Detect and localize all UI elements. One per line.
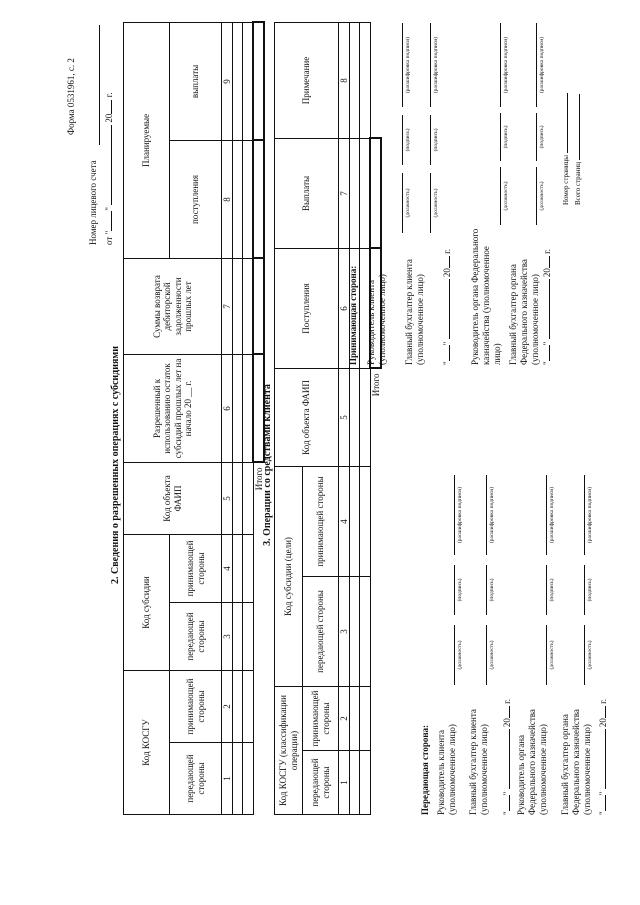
caption: (расшифровка подписи) [489, 486, 495, 544]
s2-kosgu-header: Код КОСГУ [124, 671, 170, 815]
caption: (должность) [489, 640, 495, 670]
caption: (должность) [549, 640, 555, 670]
s2-col-num: 3 [222, 603, 233, 671]
sender-fk-head-label: Руководитель органа Федерального казначейства (уполномоченное лицо) [516, 709, 548, 815]
caption: (подпись) [489, 578, 495, 602]
s2-kosgu-sender: передающей стороны [170, 743, 222, 815]
s3-income-header: Поступления [275, 248, 339, 368]
sender-accountant-label: Главный бухгалтер клиента (уполномоченное лицо) [468, 709, 489, 815]
caption: (должность) [539, 181, 545, 211]
receiver-fk-accountant-label: Главный бухгалтер органа Федерального казначейства (уполномоченное лицо) [508, 259, 540, 365]
sender-title: Передающая сторона: [420, 724, 430, 815]
s2-col-num: 9 [222, 22, 233, 140]
s2-empty-row [233, 22, 243, 814]
total-pages-label: Всего страниц [574, 94, 582, 205]
s3-col-num: 2 [339, 687, 350, 751]
caption: (должность) [503, 181, 509, 211]
caption: (расшифровка подписи) [503, 36, 509, 94]
receiver-fk-date: "" 20 г. [542, 248, 552, 365]
s3-col-num: 7 [339, 138, 350, 248]
s3-faip-header: Код объекта ФАИП [275, 368, 339, 466]
s2-faip-header: Код объекта ФАИП [124, 462, 222, 534]
sender-date: "" 20 г. [502, 698, 512, 815]
s3-col-num: 1 [339, 751, 350, 815]
page-number-label: Номер страницы [562, 93, 570, 205]
receiver-head-label: Руководитель клиента (уполномоченное лицо) [366, 274, 387, 365]
s2-payments-header: выплаты [170, 22, 222, 140]
s2-col-num: 6 [222, 354, 233, 462]
s3-col-num: 8 [339, 22, 350, 138]
account-line [99, 25, 100, 145]
s3-payments-header: Выплаты [275, 138, 339, 248]
s3-kosgu-header: Код КОСГУ (классификации операции) [275, 687, 303, 815]
s3-col-num: 5 [339, 368, 350, 466]
receiver-date: "" 20 г. [442, 248, 452, 365]
account-date: от "" 20 г. [104, 92, 114, 245]
caption: (расшифровка подписи) [539, 36, 545, 94]
section2-title: 2. Сведения о разрешенных операциях с субсидиями [110, 346, 121, 584]
s3-subsidy-header: Код субсидии (цели) [275, 466, 303, 686]
s3-col-num: 3 [339, 577, 350, 687]
caption: (расшифровка подписи) [587, 486, 593, 544]
caption: (расшифровка подписи) [433, 36, 439, 94]
caption: (должность) [405, 188, 411, 218]
s3-kosgu-receiver: принимающей стороны [303, 687, 339, 751]
s2-subsidy-header: Код субсидии [124, 534, 170, 670]
caption: (подпись) [433, 128, 439, 152]
s3-total-label: Итого [370, 373, 381, 397]
caption: (подпись) [405, 128, 411, 152]
s2-total-label: Итого [253, 467, 264, 491]
s3-subsidy-sender: передающей стороны [303, 577, 339, 687]
s2-subsidy-receiver: принимающей стороны [170, 534, 222, 602]
receiver-fk-head-label: Руководитель органа Федерального казначейства (уполномоченное лицо) [470, 228, 502, 365]
caption: (расшифровка подписи) [405, 36, 411, 94]
s2-income-header: поступления [170, 140, 222, 258]
s2-kosgu-receiver: принимающей стороны [170, 671, 222, 743]
caption: (должность) [457, 640, 463, 670]
caption: (подпись) [539, 125, 545, 149]
caption: (подпись) [457, 578, 463, 602]
s2-empty-row [243, 22, 254, 814]
s2-col-num: 4 [222, 534, 233, 602]
s3-col-num: 6 [339, 248, 350, 368]
s3-subsidy-receiver: принимающей стороны [303, 466, 339, 576]
s3-note-header: Примечание [275, 22, 339, 138]
section3-table [274, 22, 382, 815]
section3-title: 3. Операции со средствами клиента [262, 384, 273, 546]
s3-empty-row [350, 22, 360, 814]
caption: (расшифровка подписи) [457, 486, 463, 544]
s2-col-num: 8 [222, 140, 233, 258]
s3-empty-row [360, 22, 371, 814]
section2-table [123, 21, 265, 815]
receiver-accountant-label: Главный бухгалтер клиента (уполномоченное лицо) [404, 259, 425, 365]
s3-kosgu-sender: передающей стороны [303, 751, 339, 815]
s3-col-num: 4 [339, 466, 350, 576]
caption: (подпись) [503, 125, 509, 149]
s2-col-num: 7 [222, 258, 233, 354]
sender-head-label: Руководитель клиента (уполномоченное лицо) [436, 724, 457, 815]
s3-total-row [370, 22, 381, 814]
account-label: Номер лицевого счета [88, 160, 98, 245]
s2-allowed-header: Разрешенный к использованию остаток субсидий прошлых лет на начало 20 __ г. [124, 354, 222, 462]
sender-fk-date: "" 20 г. [598, 698, 608, 815]
s2-planned-header: Планируемые [124, 22, 170, 258]
s2-subsidy-sender: передающей стороны [170, 603, 222, 671]
s2-col-num: 1 [222, 743, 233, 815]
caption: (должность) [587, 640, 593, 670]
caption: (подпись) [587, 578, 593, 602]
caption: (должность) [433, 188, 439, 218]
s2-col-num: 5 [222, 462, 233, 534]
sender-fk-accountant-label: Главный бухгалтер органа Федерального казначейства (уполномоченное лицо) [560, 709, 592, 815]
s2-col-num: 2 [222, 671, 233, 743]
form-label: Форма 0531961, с. 2 [66, 58, 76, 135]
s2-returns-header: Суммы возврата дебиторской задолженности прошлых лет [124, 258, 222, 354]
receiver-title: Принимающая сторона: [348, 265, 358, 365]
caption: (подпись) [549, 578, 555, 602]
caption: (расшифровка подписи) [549, 486, 555, 544]
